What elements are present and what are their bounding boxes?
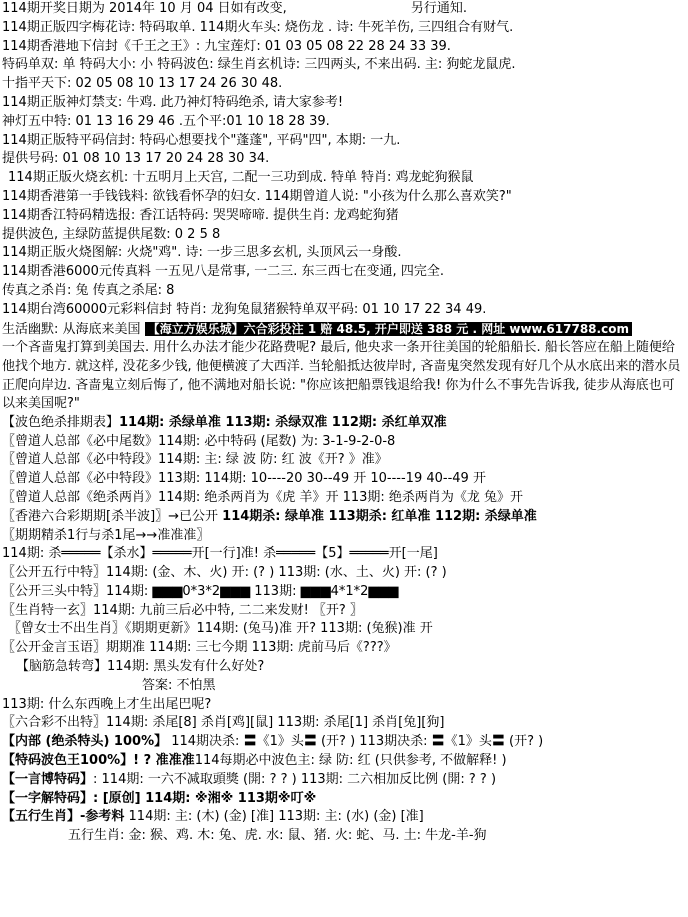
text-line: [2, 658, 686, 677]
ad-banner[interactable]: 【海立方娱乐城】六合彩投注 1 赔 48.5, 开户即送 388 元 . 网址 www.617788.com: [145, 322, 632, 336]
text-line: [2, 226, 686, 245]
text-segment: 114期香港6000元传真料 一五见八是常事, 一二三. 东三西七在变通, 四完全.: [2, 264, 444, 280]
text-line: [2, 790, 686, 809]
text-line: [2, 827, 686, 846]
text-segment: 答案: 不怕黑: [142, 677, 216, 693]
text-line: [2, 733, 686, 752]
text-line: [2, 771, 686, 790]
text-segment: 114期正版神灯禁支: 牛鸡. 此乃神灯特码绝杀, 请大家参考!: [2, 94, 344, 110]
text-segment: 【一字解特码】: [原创] 114期: ※湘※ 113期※叮※: [2, 790, 317, 806]
text-segment: 114期正版火烧玄机: 十五明月上天宫, 二配一三功到成. 特单 特肖: 鸡龙蛇狗猴鼠: [8, 170, 474, 186]
text-line: [2, 433, 686, 452]
text-line: [2, 263, 686, 282]
text-segment: 113期: 什么东西晚上才生出尾巴呢?: [2, 696, 212, 712]
text-segment: 〖曾道人总部《绝杀两肖》114期: 绝杀两肖为《虎 羊》开 113期: 绝杀两肖为《龙 兔》开: [2, 489, 524, 505]
text-line: [2, 301, 686, 320]
text-line: [2, 150, 686, 169]
text-line: [2, 489, 686, 508]
text-line: [2, 56, 686, 75]
text-line: [2, 414, 686, 433]
text-segment: 〖香港六合彩期期[杀半波]〗→已公开: [2, 508, 223, 524]
story-paragraph: 一个吝啬鬼打算到美国去. 用什么办法才能少花路费呢? 最后, 他央求一条开往美国的轮船船长. 船长答应在船上随便给他找个地方. 就这样, 没花多少钱, 他便横渡了大西洋. 当轮船抵达彼岸时, 吝啬鬼突然发现有好几个从水底出来的潜水员正爬向岸边. 吝啬鬼立刻后悔了, 他不满地对船长说: "你应该把船票钱退给我! 你为什么不事先告诉我, 徒步从海底也可以来美国呢?": [2, 340, 681, 412]
prediction-lines: [2, 414, 686, 846]
text-segment: 【特码波色王100%】! ? 准准准: [2, 753, 195, 769]
text-segment: 【内部 (绝杀特头) 100%】: [2, 734, 168, 750]
text-segment: 特码单双: 单 特码大小: 小 特码波色: 绿生肖玄机诗: 三四两头, 不来出码. 主: 狗蛇龙鼠虎.: [2, 57, 516, 73]
text-line: [2, 282, 686, 301]
text-segment: 114期香港第一手钱钱料: 欲钱看怀孕的妇女. 114期曾道人说: "小孩为什么那么喜欢笑?": [2, 188, 512, 204]
text-segment: 〖公开五行中特〗114期: (金、木、火) 开: (? ) 113期: (水、土、火) 开: (? ): [2, 565, 447, 581]
text-segment: 【五行生肖】-参考料: [2, 809, 125, 825]
text-segment: 114期: 主: (木) (金) [准] 113期: 主: (水) (金) [准]: [124, 809, 424, 825]
text-line: [2, 451, 686, 470]
text-line: [2, 470, 686, 489]
text-line: [2, 19, 686, 38]
text-line: [2, 244, 686, 263]
text-segment: 传真之杀肖: 兔 传真之杀尾: 8: [2, 282, 175, 298]
text-line: [2, 714, 686, 733]
text-segment: 114期正版火烧图解: 火烧"鸡". 诗: 一步三思多玄机, 头顶风云一身酸.: [2, 245, 402, 261]
text-segment: 【波色绝杀排期表】: [2, 414, 120, 430]
text-line: [2, 564, 686, 583]
text-segment: 【一言博特码】: [2, 771, 94, 787]
text-segment: 114期香江特码精选报: 香江话特码: 哭哭啼啼. 提供生肖: 龙鸡蛇狗猪: [2, 207, 399, 223]
text-segment: 114期决杀: 〓《1》头〓 (开? ) 113期决杀: 〓《1》头〓 (开? ): [167, 734, 544, 750]
text-line: [2, 169, 686, 188]
text-line: [2, 752, 686, 771]
text-segment: 【脑筋急转弯】114期: 黑头发有什么好处?: [16, 659, 265, 675]
text-segment: 〖曾道人总部《必中特段》113期: 114期: 10----20 30--49 开 10----19 40--49 开: [2, 471, 486, 487]
text-segment: 〖六合彩不出特〗114期: 杀尾[8] 杀肖[鸡][鼠] 113期: 杀尾[1] 杀肖[兔][狗]: [2, 715, 445, 731]
text-segment: 114期杀: 绿单准 113期杀: 红单准 112期: 杀绿单准: [222, 508, 537, 524]
text-segment: 〖曾道人总部《必中尾数》114期: 必中特码 (尾数) 为: 3-1-9-2-0-8: [2, 433, 396, 449]
text-segment: 114期: 杀绿单准 113期: 杀绿双准 112期: 杀红单双准: [119, 414, 447, 430]
text-segment: 〖期期精杀1行与杀1尾→→准准准〗: [2, 527, 210, 543]
text-segment: 〖公开三头中特〗114期: ▆▆▆0*3*2▆▆▆ 113期: ▆▆▆4*1*2▆▆▆: [2, 583, 399, 599]
text-segment: 114期正版特平码信封: 特码心想要找个"蓬蓬", 平码"四", 本期: 一九.: [2, 132, 401, 148]
text-segment: 114期开奖日期为 2014年 10 月 04 日如有改变,: [2, 1, 291, 16]
text-line: [2, 207, 686, 226]
text-segment: 五行生肖: 金: 猴、鸡. 木: 兔、虎. 水: 鼠、猪. 火: 蛇、马. 土: 牛龙-羊-狗: [68, 828, 487, 844]
text-line: [2, 639, 686, 658]
text-segment: 114期正版四字梅花诗: 特码取单. 114期火车头: 烧伤龙 . 诗: 牛死羊伤, 三四组合有财气.: [2, 19, 514, 35]
text-line: [2, 0, 686, 19]
text-line: [2, 75, 686, 94]
text-segment: 生活幽默: 从海底来美国: [2, 321, 145, 337]
text-segment: 提供号码: 01 08 10 13 17 20 24 28 30 34.: [2, 151, 270, 167]
text-segment: 〖曾女士不出生肖〗《期期更新》114期: (兔马)准 开? 113期: (兔猴)准 开: [8, 621, 433, 637]
text-segment: 另行通知.: [410, 1, 468, 16]
text-line: [2, 113, 686, 132]
text-line: [2, 188, 686, 207]
text-line: [2, 132, 686, 151]
text-line: [2, 583, 686, 602]
text-line: [2, 38, 686, 57]
text-segment: 〖公开金言玉语〗期期准 114期: 三七今期 113期: 虎前马后《???》: [2, 640, 397, 656]
header-lines: [2, 0, 686, 339]
text-line: [2, 620, 686, 639]
text-segment: 114每期必中波色主: 绿 防: 红 (只供参考, 不做解释! ): [194, 753, 507, 769]
text-segment: : 114期: 一六不减取頭獎 (開: ? ? ) 113期: 二六相加反比例 (開: ? ? ): [93, 771, 497, 787]
text-line: [2, 545, 686, 564]
text-segment: 114期香港地下信封《千王之王》: 九宝莲灯: 01 03 05 08 22 28 24 33 39.: [2, 38, 451, 54]
text-line: [2, 808, 686, 827]
text-segment: 〖生肖特一玄〗114期: 九前三后必中特, 二二来发财! 〖开? 〗: [2, 602, 363, 618]
text-line: [2, 508, 686, 527]
text-line: [2, 602, 686, 621]
text-line: [2, 320, 686, 340]
text-line: [2, 527, 686, 546]
text-segment: 神灯五中特: 01 13 16 29 46 .五个平:01 10 18 28 39.: [2, 113, 330, 129]
text-segment: 提供波色, 主绿防蓝提供尾数: 0 2 5 8: [2, 226, 221, 242]
text-segment: 十指平天下: 02 05 08 10 13 17 24 26 30 48.: [2, 76, 283, 92]
text-segment: 114期台湾60000元彩料信封 特肖: 龙狗兔鼠猪猴特单双平码: 01 10 17 22 34 49.: [2, 301, 487, 317]
text-segment: 〖曾道人总部《必中特段》114期: 主: 绿 波 防: 红 波《开? 》准》: [2, 452, 388, 468]
text-line: [2, 677, 686, 696]
text-segment: 114期: 杀═════【杀水】═════开[一行]准! 杀═════【5】═════开[一尾]: [2, 546, 438, 562]
text-line: [2, 696, 686, 715]
text-line: [2, 94, 686, 113]
